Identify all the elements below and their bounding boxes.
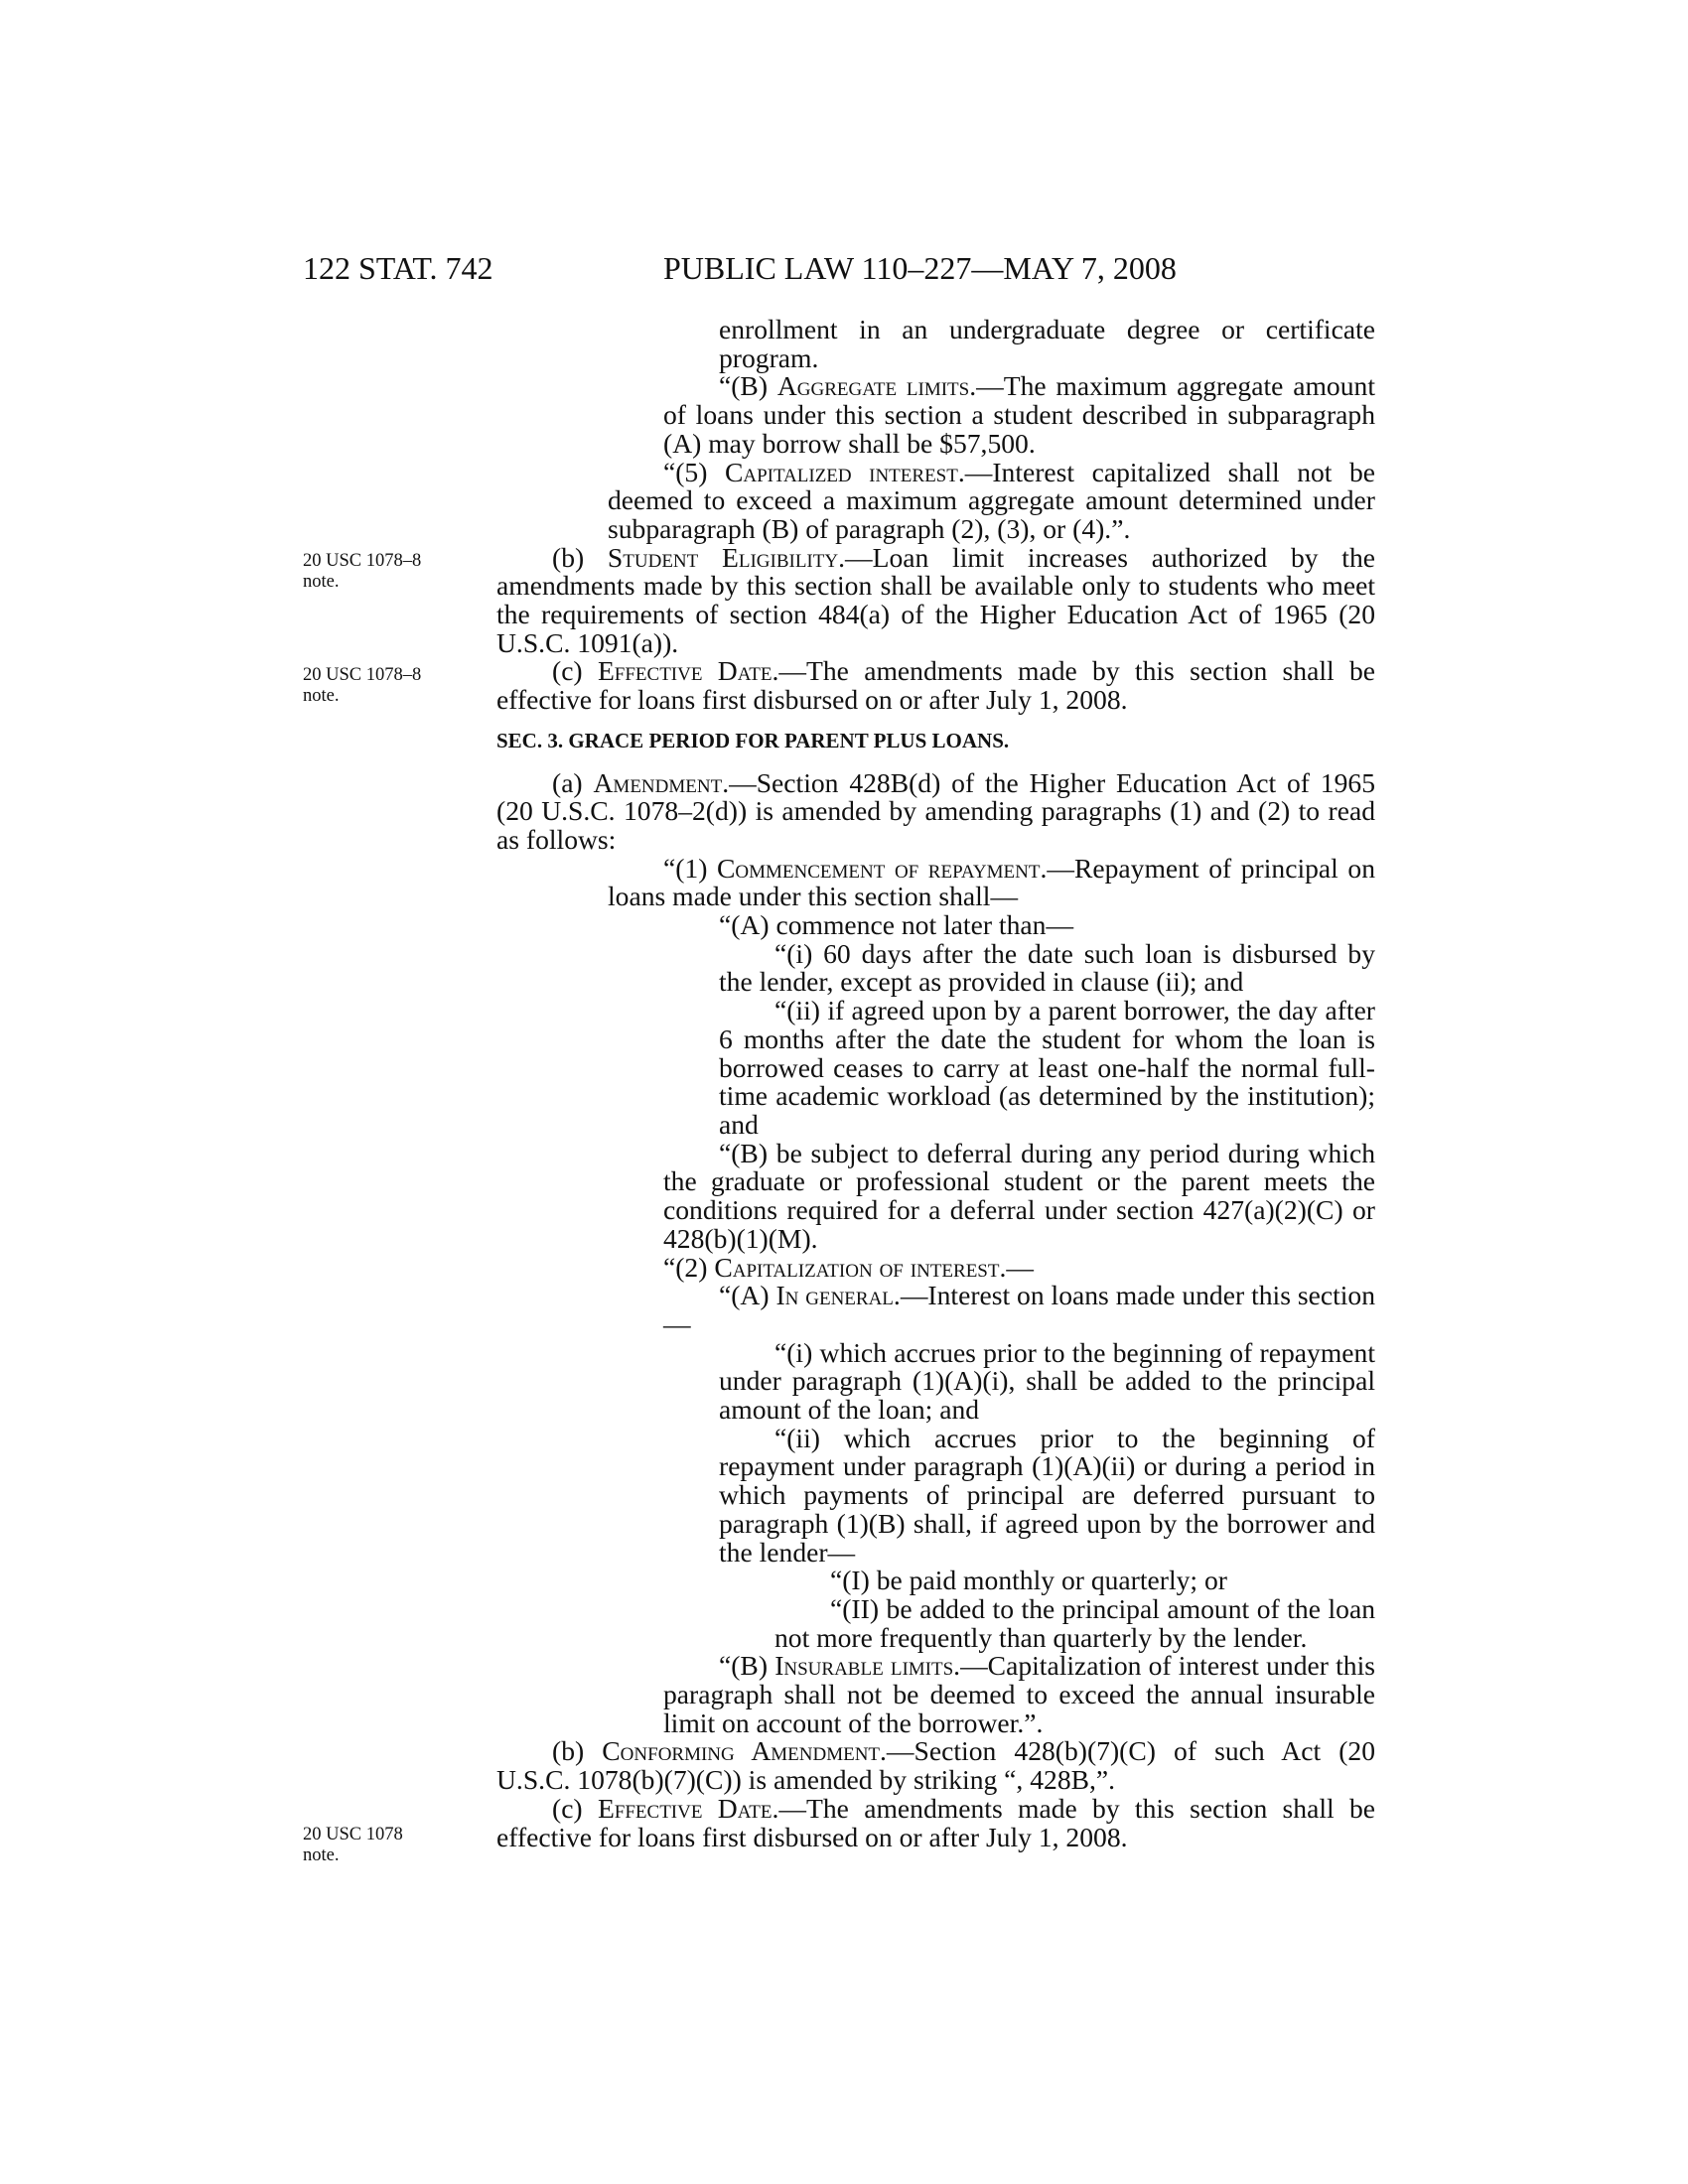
paragraph-heading: Insurable limits [774, 1650, 954, 1682]
paragraph: “(2) Capitalization of interest.— [663, 1251, 1034, 1283]
paragraph: “(B) be subject to deferral during any period during which the graduate or professional student or the parent meets the conditions required for a deferral under section 427(a)(2)(C) or 428(b)(1)(M). [663, 1137, 1375, 1254]
paragraph: (b) Student Eligibility.—Loan limit increases authorized by the amendments made by this section shall be available only to students who meet the requirements of section 484(a) of the Higher Education Act of 1965 (20 U.S.C. 1091(a)). [496, 541, 1375, 658]
margin-note-citation: 20 USC 1078–8 [303, 665, 422, 685]
margin-note-1 [303, 551, 472, 593]
paragraph: (c) Effective Date.—The amendments made by this section shall be effective for loans first disbursed on or after July 1, 2008. [496, 1792, 1376, 1852]
running-head: PUBLIC LAW 110–227—MAY 7, 2008 [663, 250, 1177, 286]
paragraph-heading: Aggregate limits [776, 370, 970, 402]
paragraph: “(A) In general.—Interest on loans made under this section— [663, 1280, 1375, 1339]
paragraph: “(I) be paid monthly or quarterly; or [830, 1565, 1227, 1596]
paragraph: “(i) which accrues prior to the beginning of repayment under paragraph (1)(A)(i), shall be added to the principal amount of the loan; and [719, 1336, 1375, 1426]
paragraph-heading: In general [775, 1280, 894, 1311]
paragraph: “(II) be added to the principal amount of the loan not more frequently than quarterly by the lender. [774, 1592, 1375, 1653]
paragraph-heading: Capitalization of interest [714, 1251, 1000, 1283]
margin-note-2 [303, 665, 472, 707]
page-number: 122 STAT. 742 [303, 250, 493, 286]
paragraph-heading: Capitalized interest [724, 456, 958, 487]
paragraph: “(5) Capitalized interest.—Interest capitalized shall not be deemed to exceed a maximum aggregate amount determined under subparagraph (B) of paragraph (2), (3), or (4).”. [608, 456, 1375, 544]
paragraph: “(ii) if agreed upon by a parent borrower, the day after 6 months after the date the student for whom the loan is borrowed ceases to carry at least one-half the normal full-time academic workload (as determined by the institution); and [719, 995, 1375, 1140]
paragraph: “(ii) which accrues prior to the beginning of repayment under paragraph (1)(A)(ii) or during a period in which payments of principal are deferred pursuant to paragraph (1)(B) shall, if agreed upon by the borrower and the lender— [719, 1422, 1375, 1568]
paragraph-heading: Conforming Amendment [602, 1735, 881, 1767]
paragraph: “(B) Aggregate limits.—The maximum aggregate amount of loans under this section a student described in subparagraph (A) may borrow shall be $57,500. [663, 370, 1375, 459]
paragraph: “(A) commence not later than— [719, 909, 1074, 941]
paragraph: “(B) Insurable limits.—Capitalization of interest under this paragraph shall not be deemed to exceed the annual insurable limit on account of the borrower.”. [663, 1650, 1375, 1738]
paragraph: “(i) 60 days after the date such loan is disbursed by the lender, except as provided in clause (ii); and [719, 937, 1375, 998]
paragraph: (a) Amendment.—Section 428B(d) of the Higher Education Act of 1965 (20 U.S.C. 1078–2(d)) is amended by amending paragraphs (1) and (2) to read as follows: [496, 766, 1375, 855]
paragraph: “(1) Commencement of repayment.—Repayment of principal on loans made under this section shall— [608, 852, 1376, 912]
paragraph: enrollment in an undergraduate degree or certificate program. [719, 314, 1375, 373]
paragraph: (b) Conforming Amendment.—Section 428(b)(7)(C) of such Act (20 U.S.C. 1078(b)(7)(C)) is amended by striking “, 428B,”. [496, 1735, 1375, 1796]
margin-note-citation: 20 USC 1078–8 [303, 551, 422, 571]
paragraph: (c) Effective Date.—The amendments made by this section shall be effective for loans first disbursed on or after July 1, 2008. [496, 655, 1376, 716]
paragraph-heading: Commencement of repayment [717, 852, 1041, 884]
margin-note-3 [303, 1825, 472, 1866]
margin-note-label: note. [303, 572, 340, 592]
margin-note-label: note. [303, 686, 340, 706]
paragraph-heading: Effective Date [597, 1792, 773, 1824]
paragraph-heading: Effective Date [597, 655, 773, 687]
paragraph-heading: Amendment [593, 766, 723, 798]
section-heading: SEC. 3. GRACE PERIOD FOR PARENT PLUS LOANS. [496, 728, 1010, 752]
margin-note-citation: 20 USC 1078 [303, 1825, 403, 1844]
paragraph-heading: Student Eligibility [607, 541, 839, 573]
body-text [496, 316, 1375, 1851]
margin-note-label: note. [303, 1845, 340, 1865]
